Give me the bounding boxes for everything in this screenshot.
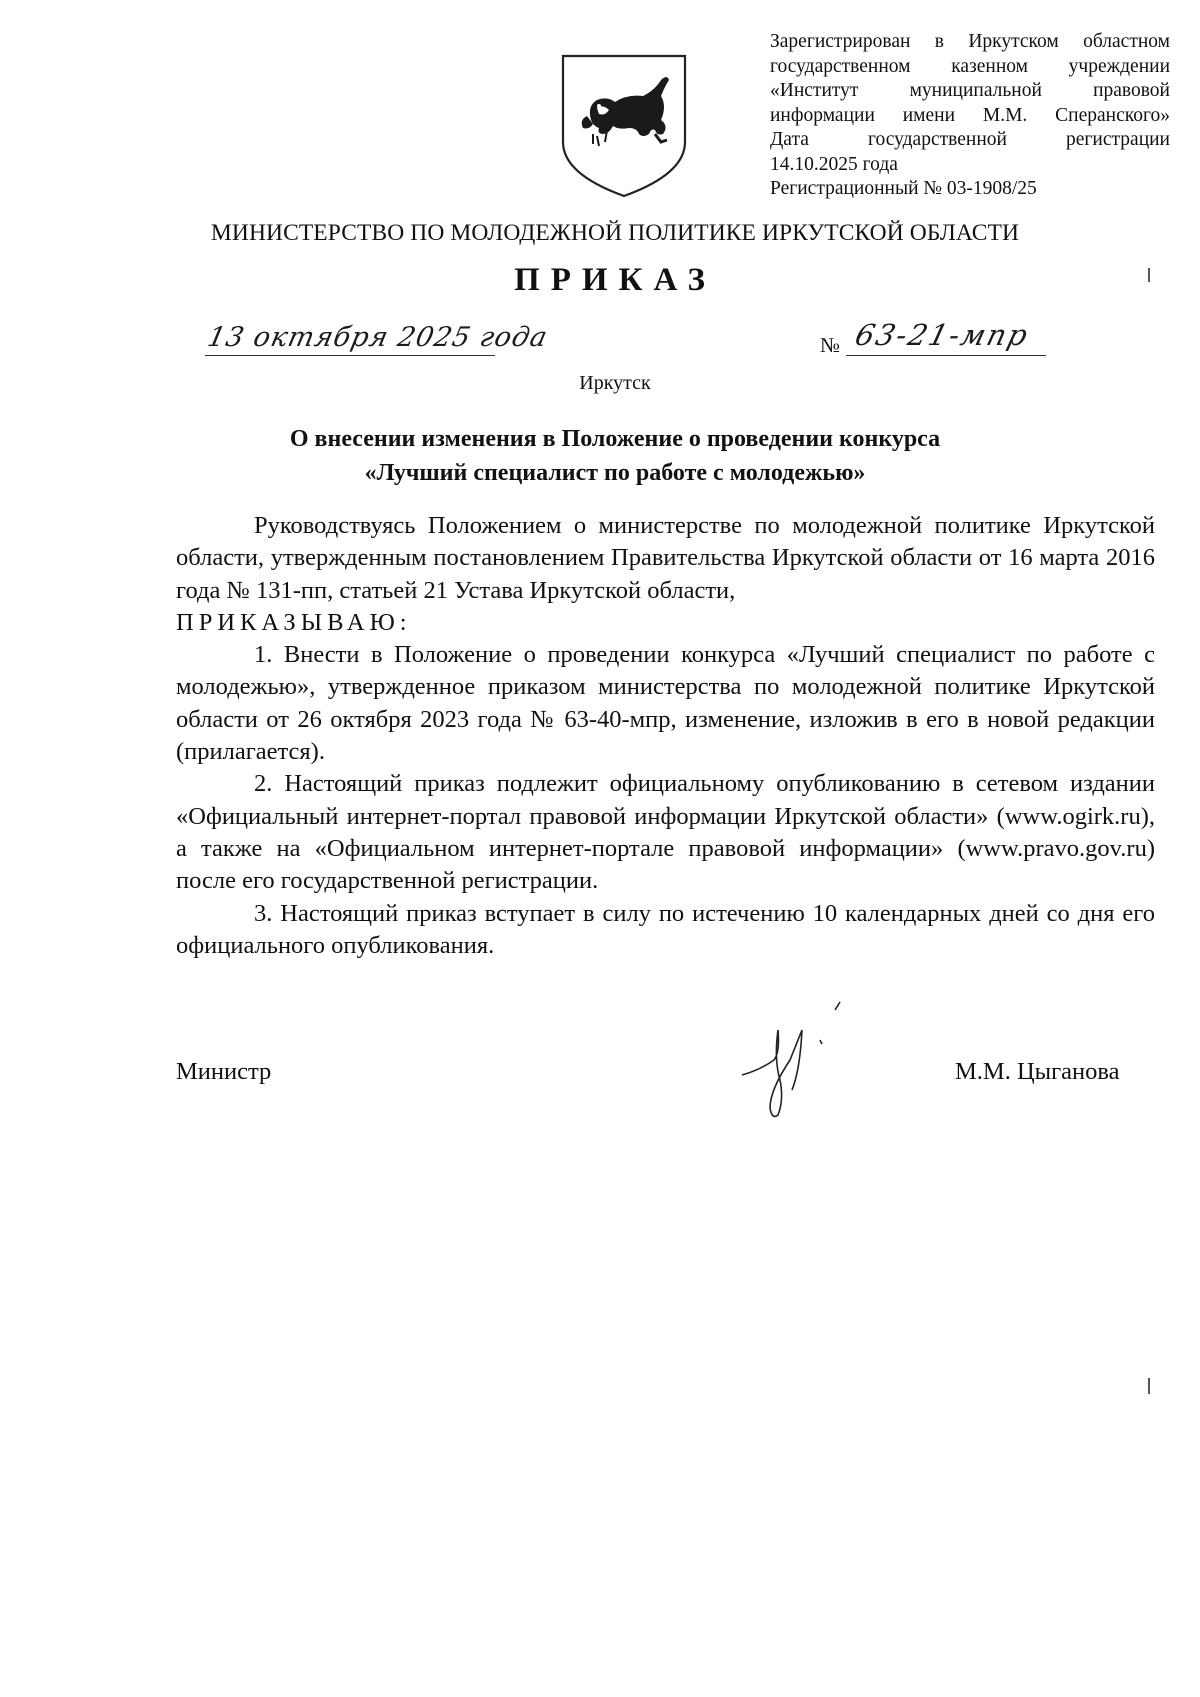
scan-mark xyxy=(1148,1378,1150,1394)
registration-line: Зарегистрирован в Иркутском областном xyxy=(770,31,1170,52)
subject-line-1: О внесении изменения в Положение о проведении конкурса xyxy=(289,426,941,452)
registration-line: информации имени М.М. Сперанского» xyxy=(770,104,1170,126)
registration-stamp xyxy=(770,30,1170,202)
ministry-name: МИНИСТЕРСТВО ПО МОЛОДЕЖНОЙ ПОЛИТИКЕ ИРКУТСКОЙ ОБЛАСТИ xyxy=(210,220,1020,246)
city-name: Иркутск xyxy=(579,372,651,394)
signatory-position: Министр xyxy=(176,1058,272,1085)
date-underline xyxy=(205,355,495,356)
registration-number: Регистрационный № 03-1908/25 xyxy=(770,178,1037,199)
handwritten-order-number: 63-21-мпр xyxy=(851,318,1033,352)
order-word: ПРИКАЗЫВАЮ: xyxy=(176,608,412,636)
registration-line: Дата государственной регистрации xyxy=(770,129,1170,150)
order-subject xyxy=(0,422,1200,490)
registration-date: 14.10.2025 года xyxy=(770,153,898,175)
handwritten-signature-icon xyxy=(740,1000,890,1130)
scan-mark xyxy=(1148,268,1150,282)
number-underline xyxy=(846,355,1046,356)
number-sign: № xyxy=(820,333,841,357)
registration-line: «Институт муниципальной правовой xyxy=(770,80,1170,101)
subject-line-2: «Лучший специалист по работе с молодежью» xyxy=(364,460,866,486)
order-item-1: 1. Внести в Положение о проведении конкурса «Лучший специалист по работе с молодежью», утвержденное приказом министерства по молодежной политике Иркутской области от 26 октября 2023 года № 63-40-мпр, изменение, изложив в его в новой редакции (прилагается). xyxy=(176,641,1155,766)
handwritten-date: 13 октября 2025 года xyxy=(204,322,551,353)
order-body xyxy=(176,510,1155,962)
preamble-paragraph: Руководствуясь Положением о министерстве по молодежной политике Иркутской области, утвержденным постановлением Правительства Иркутской области от 16 марта 2016 года № 131-пп, статьей 21 Устава Иркутской области, xyxy=(176,512,1155,604)
signatory-name: М.М. Цыганова xyxy=(955,1058,1120,1085)
registration-line: государственном казенном учреждении xyxy=(770,55,1170,77)
order-item-2: 2. Настоящий приказ подлежит официальному опубликованию в сетевом издании «Официальный интернет-портал правовой информации Иркутской области» (www.ogirk.ru), а также на «Официальном интернет-портале правовой информации» (www.pravo.gov.ru) после его государственной регистрации. xyxy=(176,770,1155,895)
coat-of-arms-icon xyxy=(557,50,691,200)
document-type-title: ПРИКАЗ xyxy=(514,262,716,298)
order-item-3: 3. Настоящий приказ вступает в силу по истечению 10 календарных дней со дня его официального опубликования. xyxy=(176,899,1155,959)
